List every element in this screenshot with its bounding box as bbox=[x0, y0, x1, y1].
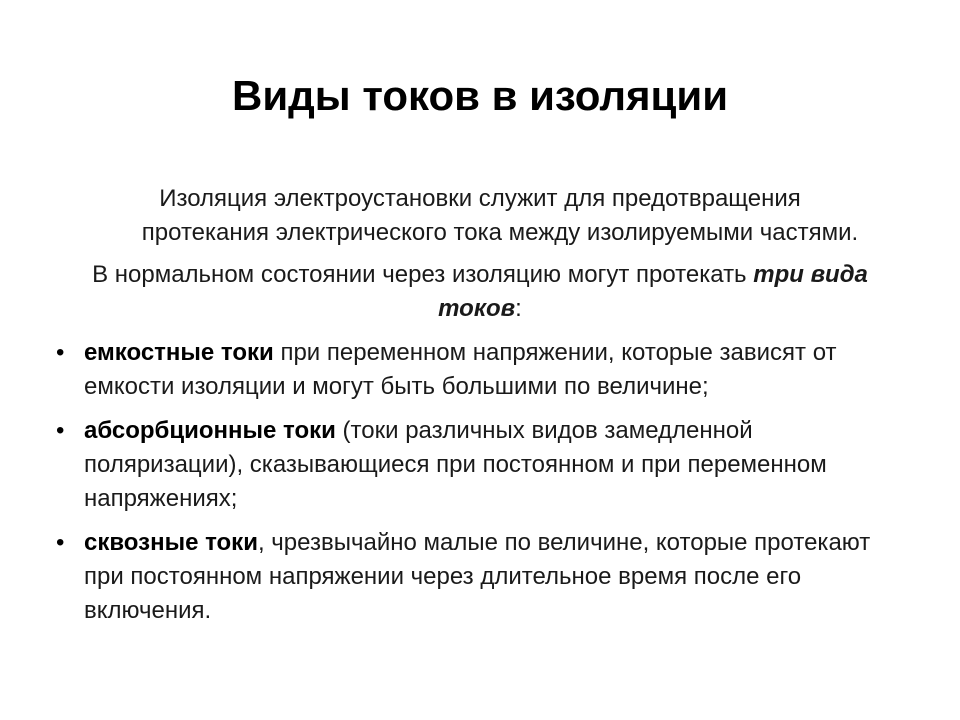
intro-currents-sentence bbox=[60, 258, 900, 326]
term-capacitive-currents: емкостные токи bbox=[84, 339, 274, 366]
list-item-absorption bbox=[48, 414, 908, 516]
bullet-icon: • bbox=[56, 529, 65, 556]
description-through: , чрезвычайно малые по величине, которые протекают при постоянном напряжении через длительное время после его включения. bbox=[84, 529, 871, 624]
description-capacitive: при переменном напряжении, которые зависят от емкости изоляции и могут быть большими по величине; bbox=[84, 339, 837, 400]
slide-title: Виды токов в изоляции bbox=[231, 72, 729, 119]
intro-sentence-suffix: : bbox=[515, 295, 522, 322]
description-absorption: (токи различных видов замедленной поляризации), сказывающиеся при постоянном и при переменном напряжениях; bbox=[84, 417, 827, 512]
intro-line-2: протекания электрического тока между изолируемыми частями. bbox=[141, 219, 859, 246]
list-item-capacitive bbox=[48, 336, 908, 404]
three-current-types-emphasis: три вида токов bbox=[438, 261, 868, 322]
intro-paragraph bbox=[60, 182, 900, 250]
term-through-currents: сквозные токи bbox=[84, 529, 258, 556]
current-types-list bbox=[48, 336, 908, 638]
intro-line-1: Изоляция электроустановки служит для предотвращения bbox=[159, 185, 801, 212]
term-absorption-currents: абсорбционные токи bbox=[84, 417, 336, 444]
intro-sentence-prefix: В нормальном состоянии через изоляцию могут протекать bbox=[92, 261, 754, 288]
bullet-icon: • bbox=[56, 339, 65, 366]
list-item-leakage bbox=[48, 526, 908, 628]
bullet-icon: • bbox=[56, 417, 65, 444]
